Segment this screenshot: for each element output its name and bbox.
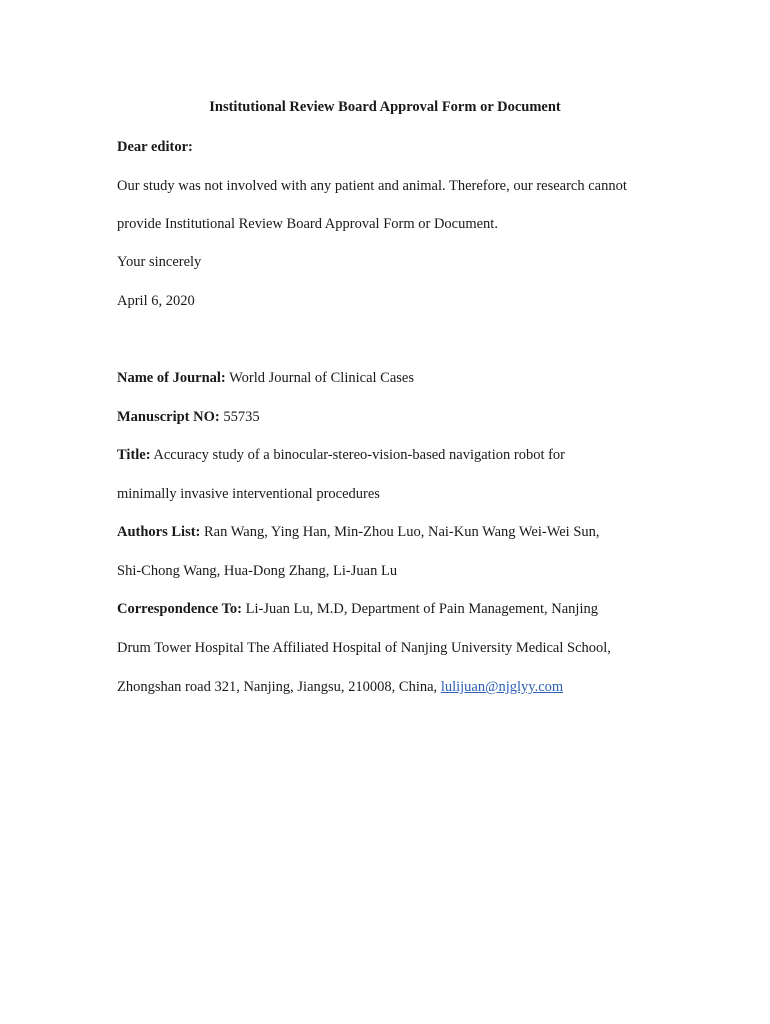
title-value-line-2: minimally invasive interventional procedures bbox=[117, 486, 380, 502]
correspondence-row bbox=[117, 600, 598, 618]
email-link[interactable]: lulijuan@njglyy.com bbox=[440, 679, 564, 695]
document-heading: Institutional Review Board Approval Form or Document bbox=[209, 99, 561, 115]
correspondence-line-3: Zhongshan road 321, Nanjing, Jiangsu, 210008, China, bbox=[117, 679, 441, 695]
title-value-line-1: Accuracy study of a binocular-stereo-vision-based navigation robot for bbox=[150, 447, 566, 463]
authors-label: Authors List: bbox=[117, 524, 201, 540]
body-line-1: Our study was not involved with any patient and animal. Therefore, our research cannot bbox=[117, 178, 627, 194]
authors-value-line-2: Shi-Chong Wang, Hua-Dong Zhang, Li-Juan Lu bbox=[117, 563, 398, 579]
authors-value-line-1: Ran Wang, Ying Han, Min-Zhou Luo, Nai-Kun Wang Wei-Wei Sun, bbox=[200, 524, 600, 540]
body-line-2: provide Institutional Review Board Approval Form or Document. bbox=[117, 216, 498, 232]
journal-value: World Journal of Clinical Cases bbox=[225, 370, 414, 386]
closing: Your sincerely bbox=[117, 254, 202, 270]
manuscript-label: Manuscript NO: bbox=[117, 409, 220, 425]
authors-row bbox=[117, 523, 600, 541]
journal-label: Name of Journal: bbox=[117, 370, 226, 386]
correspondence-label: Correspondence To: bbox=[117, 601, 243, 617]
correspondence-line-3-row bbox=[117, 678, 563, 696]
correspondence-line-1: Li-Juan Lu, M.D, Department of Pain Management, Nanjing bbox=[242, 601, 598, 617]
date: April 6, 2020 bbox=[117, 293, 195, 309]
title-label: Title: bbox=[117, 447, 151, 463]
salutation bbox=[117, 138, 193, 156]
title-row bbox=[117, 446, 565, 464]
salutation-text: Dear editor: bbox=[117, 139, 193, 155]
correspondence-line-2: Drum Tower Hospital The Affiliated Hospital of Nanjing University Medical School, bbox=[117, 640, 611, 656]
manuscript-row bbox=[117, 408, 260, 426]
journal-row bbox=[117, 369, 414, 387]
manuscript-value: 55735 bbox=[219, 409, 260, 425]
